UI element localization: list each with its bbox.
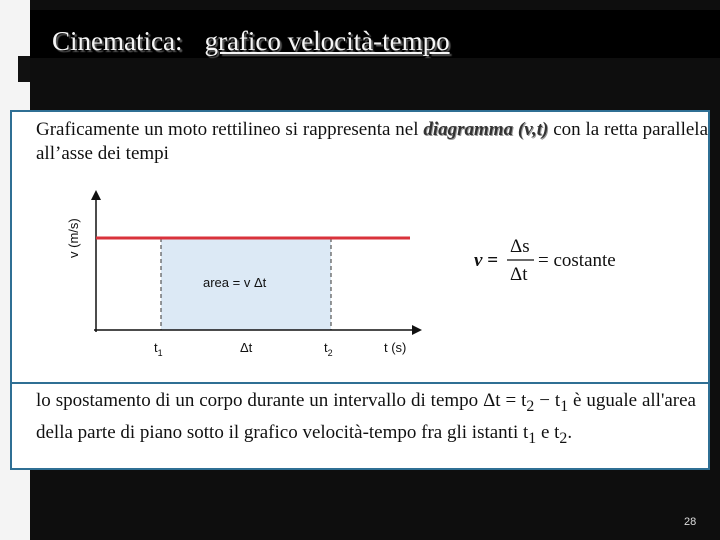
y-axis-label: v (m/s) — [66, 218, 81, 258]
page-number: 28 — [684, 516, 697, 528]
panel-divider — [12, 382, 708, 384]
intro-text — [36, 118, 708, 166]
velocity-formula — [474, 232, 644, 288]
intro-after: con la retta parallela all’asse dei tempi — [36, 119, 708, 164]
intro-before: Graficamente un moto rettilineo si rappresenta nel — [36, 119, 419, 140]
formula-denominator: Δt — [510, 264, 528, 285]
formula-rhs: = costante — [538, 250, 616, 271]
dt-label: Δt — [240, 340, 253, 355]
formula-numerator: Δs — [510, 236, 530, 257]
velocity-time-diagram — [50, 186, 450, 360]
title-sub: grafico velocità-tempo — [204, 26, 450, 56]
y-axis-arrow — [91, 190, 101, 200]
title-box — [30, 10, 720, 58]
intro-highlight: diagramma (v,t) — [423, 119, 549, 140]
formula-lhs: v = — [474, 250, 499, 271]
slide-title — [52, 26, 450, 57]
x-axis-label: t (s) — [384, 340, 407, 355]
x-axis-arrow — [412, 325, 422, 335]
area-label: area = v Δt — [203, 275, 267, 290]
title-main: Cinematica: — [52, 26, 183, 56]
explanation-text: lo spostamento di un corpo durante un intervallo di tempo $\Delta t = t_2 - t_1$ è uguale all'area della parte di piano sotto il grafico velocità-tempo fra gli istanti $t_1$ e $t_2$. — [36, 390, 696, 447]
decor-square — [18, 56, 30, 82]
t1-label: $t_1$ — [154, 340, 163, 358]
t2-label: $t_2$ — [324, 340, 333, 358]
